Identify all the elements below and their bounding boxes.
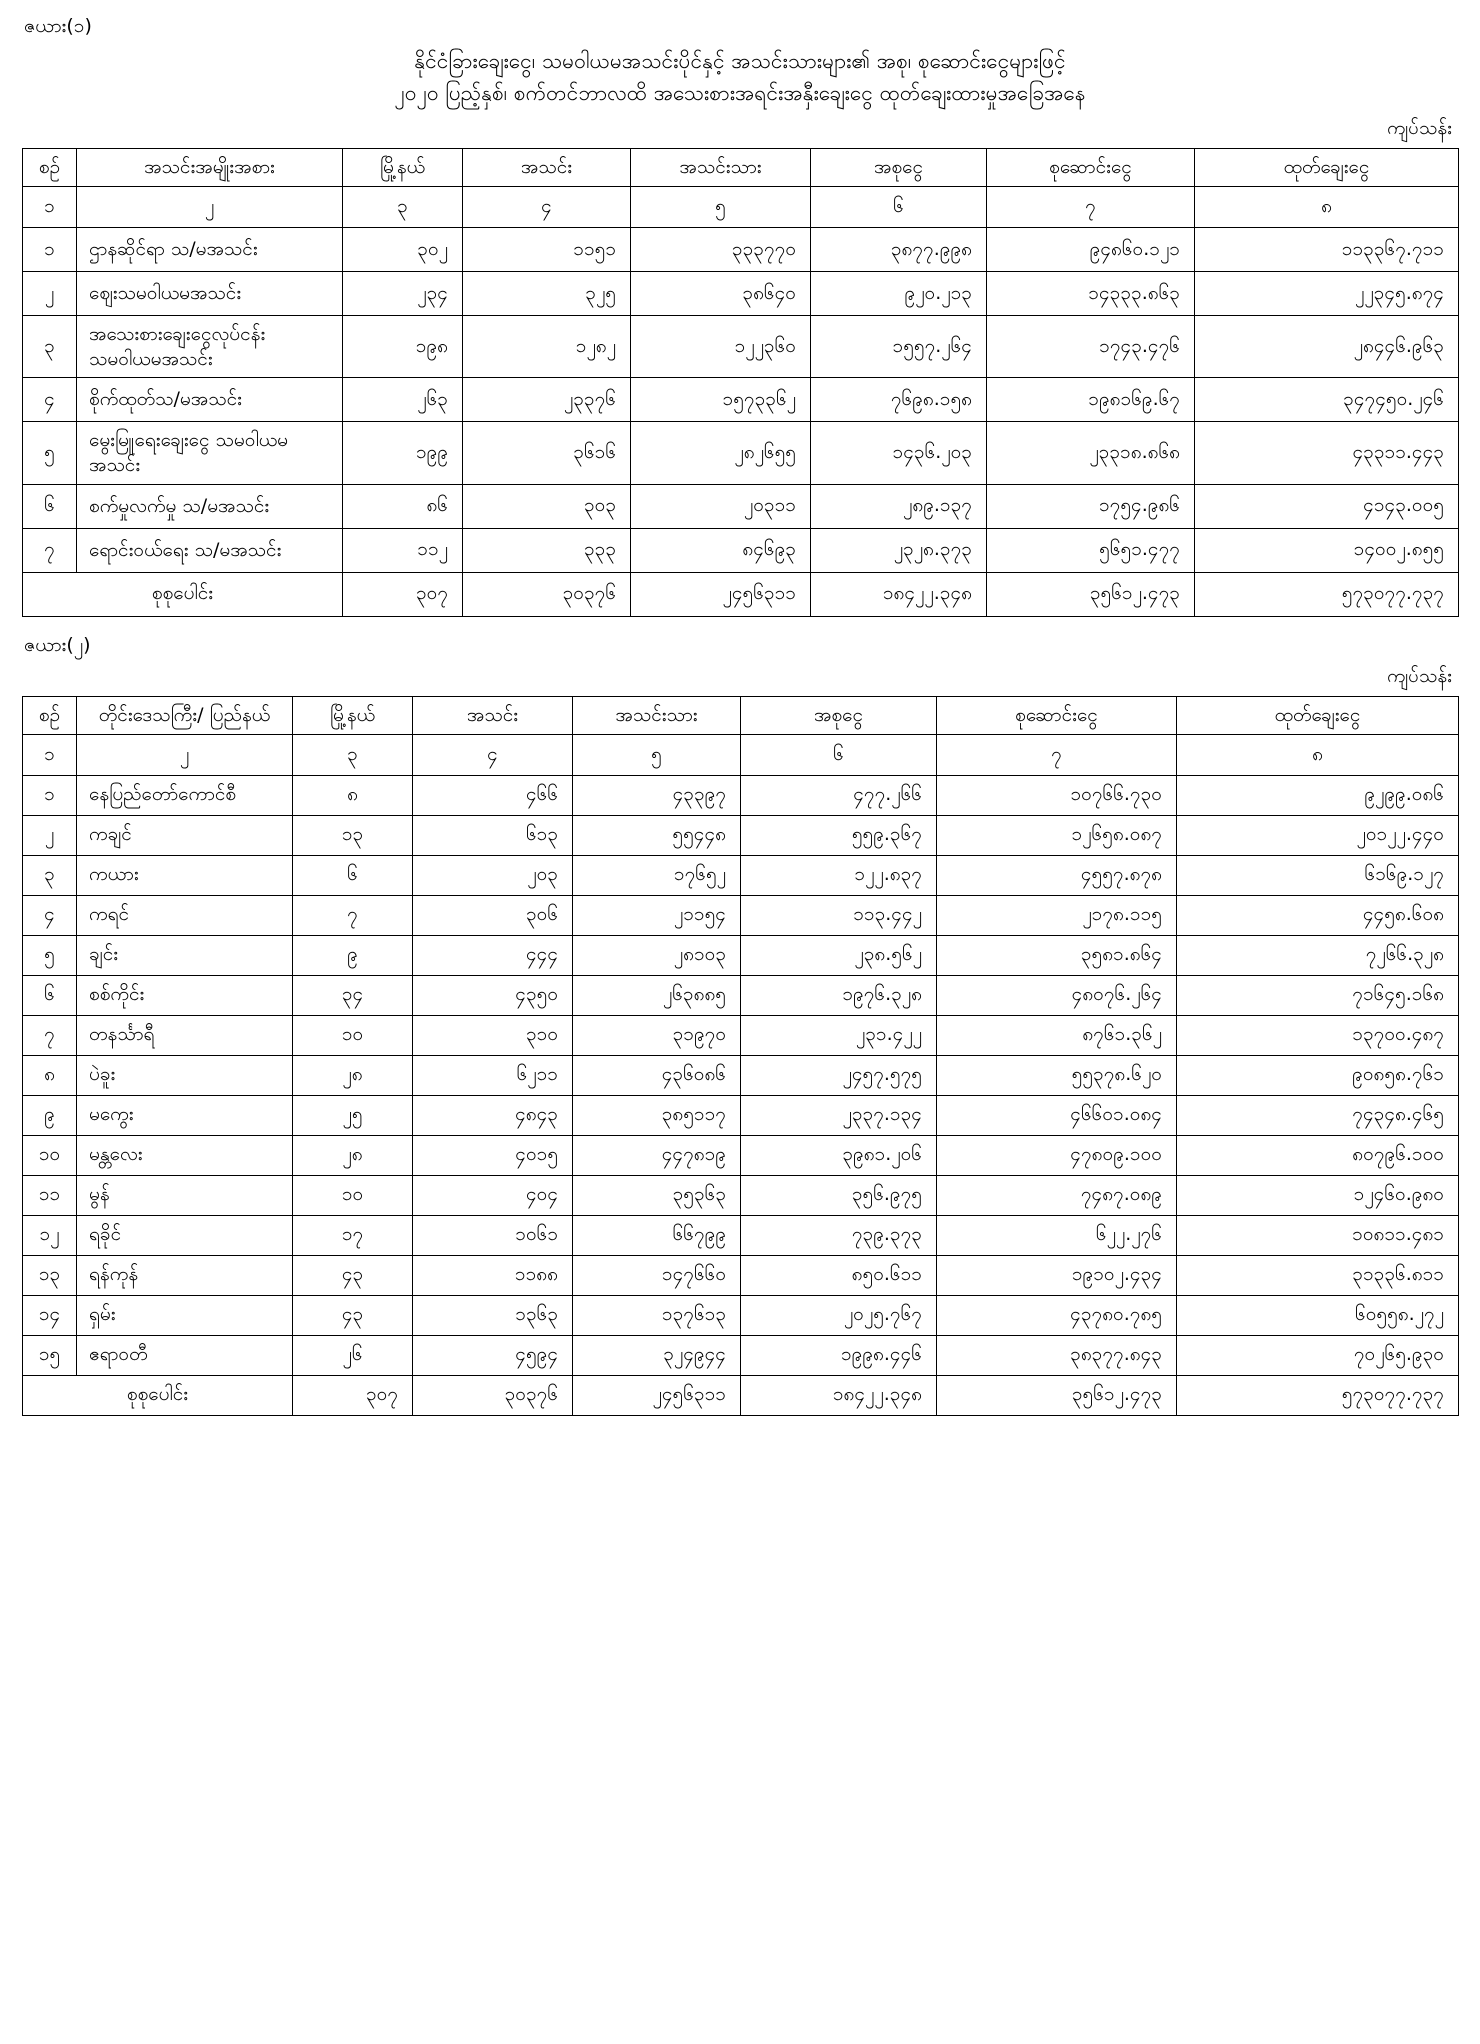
row-members: ၈၄၆၉၃ (631, 528, 811, 572)
table-total-row (23, 572, 1459, 616)
row-members: ၃၈၅၁၁၇ (573, 1095, 741, 1135)
row-loans: ၂၂၃၄၅.၈၇၄ (1195, 272, 1459, 316)
row-loans: ၁၄၀၀၂.၈၅၅ (1195, 528, 1459, 572)
row-share: ၂၃၃၇.၁၃၄ (741, 1095, 937, 1135)
row-loans: ၆၀၅၅၈.၂၇၂ (1177, 1295, 1459, 1335)
row-society-type: ရောင်းဝယ်ရေး သ/မအသင်း (77, 528, 343, 572)
colnum-3: ၃ (343, 187, 463, 228)
row-society: ၆၁၃ (413, 815, 573, 855)
row-loans: ၇၂၆၆.၃၂၈ (1177, 935, 1459, 975)
row-township: ၁၃ (293, 815, 413, 855)
total-society: ၃၀၃၇၆ (463, 572, 631, 616)
table-row (23, 1335, 1459, 1375)
row-share: ၂၀၂၅.၇၆၇ (741, 1295, 937, 1335)
colnum-5: ၅ (573, 735, 741, 776)
row-index: ၄ (23, 378, 77, 422)
row-society: ၂၀၃ (413, 855, 573, 895)
column-number-row (23, 187, 1459, 228)
row-members: ၄၄၇၈၁၉ (573, 1135, 741, 1175)
row-savings: ၁၇၄၃.၄၇၆ (987, 316, 1195, 378)
header-savings: စုဆောင်းငွေ (987, 148, 1195, 187)
row-society-type: ဌာနဆိုင်ရာ သ/မအသင်း (77, 228, 343, 272)
row-index: ၆ (23, 975, 77, 1015)
row-members: ၁၂၂၃၆၀ (631, 316, 811, 378)
row-township: ၈၆ (343, 484, 463, 528)
row-savings: ၁၉၁၀၂.၄၃၄ (937, 1255, 1177, 1295)
header-society-type: အသင်းအမျိုးအစား (77, 148, 343, 187)
row-loans: ၁၂၄၆၀.၉၈၀ (1177, 1175, 1459, 1215)
row-members: ၁၇၆၅၂ (573, 855, 741, 895)
row-society: ၃၀၃ (463, 484, 631, 528)
colnum-1: ၁ (23, 735, 77, 776)
row-index: ၃ (23, 855, 77, 895)
row-region: ချင်း (77, 935, 293, 975)
row-share: ၄၇၇.၂၆၆ (741, 775, 937, 815)
title-line-1: နိုင်ငံခြားချေးငွေ၊ သမဝါယမအသင်းပိုင်နှင့် အသင်းသားများ၏ အစု၊ စုဆောင်းငွေများဖြင့် (414, 48, 1066, 73)
row-share: ၃၈၇၇.၉၉၈ (811, 228, 987, 272)
total-share: ၁၈၄၂၂.၃၄၈ (741, 1375, 937, 1415)
row-members: ၁၃၇၆၁၃ (573, 1295, 741, 1335)
row-index: ၁ (23, 775, 77, 815)
row-society: ၄၃၅၀ (413, 975, 573, 1015)
table-row (23, 378, 1459, 422)
row-loans: ၇၀၂၆၅.၉၃၀ (1177, 1335, 1459, 1375)
table-row (23, 1135, 1459, 1175)
row-township: ၂၆ (293, 1335, 413, 1375)
row-savings: ၁၄၃၃၃.၈၆၃ (987, 272, 1195, 316)
row-share: ၈၅၀.၆၁၁ (741, 1255, 937, 1295)
table-total-row (23, 1375, 1459, 1415)
row-society: ၄၀၁၅ (413, 1135, 573, 1175)
total-savings: ၃၅၆၁၂.၄၇၃ (937, 1375, 1177, 1415)
row-region: မွန် (77, 1175, 293, 1215)
table-row (23, 1215, 1459, 1255)
row-loans: ၄၃၃၁၁.၄၄၃ (1195, 422, 1459, 484)
figure-label-2: ဇယား(၂) (24, 633, 91, 656)
table-regions (22, 696, 1459, 1416)
row-society-type: ဈေးသမဝါယမအသင်း (77, 272, 343, 316)
header-members: အသင်းသား (631, 148, 811, 187)
table-one-wrapper (22, 148, 1458, 617)
table-row (23, 935, 1459, 975)
row-township: ၁၁၂ (343, 528, 463, 572)
row-members: ၃၁၉၇၀ (573, 1015, 741, 1055)
row-society: ၁၃၆၃ (413, 1295, 573, 1335)
table-header-row (23, 148, 1459, 187)
row-region: ပဲခူး (77, 1055, 293, 1095)
table-row (23, 815, 1459, 855)
table-row (23, 1295, 1459, 1335)
row-index: ၂ (23, 815, 77, 855)
row-members: ၄၃၃၉၇ (573, 775, 741, 815)
row-loans: ၄၄၅၈.၆၀၈ (1177, 895, 1459, 935)
row-savings: ၄၅၅၇.၈၇၈ (937, 855, 1177, 895)
row-region: ကရင် (77, 895, 293, 935)
section-one (22, 14, 1458, 617)
row-share: ၉၂၀.၂၁၃ (811, 272, 987, 316)
row-region: တနင်္သာရီ (77, 1015, 293, 1055)
total-members: ၂၄၅၆၃၁၁ (573, 1375, 741, 1415)
row-loans: ၆၁၆၉.၁၂၇ (1177, 855, 1459, 895)
total-savings: ၃၅၆၁၂.၄၇၃ (987, 572, 1195, 616)
total-society: ၃၀၃၇၆ (413, 1375, 573, 1415)
total-loans: ၅၇၃၀၇၇.၇၃၇ (1195, 572, 1459, 616)
header-loans: ထုတ်ချေးငွေ (1177, 696, 1459, 735)
colnum-8: ၈ (1195, 187, 1459, 228)
table-row (23, 316, 1459, 378)
row-township: ၂၈ (293, 1135, 413, 1175)
row-society-type: စက်မှုလက်မှု သ/မအသင်း (77, 484, 343, 528)
row-savings: ၆၂၂.၂၇၆ (937, 1215, 1177, 1255)
row-society-type: စိုက်ထုတ်သ/မအသင်း (77, 378, 343, 422)
figure-label-1: ဇယား(၁) (24, 15, 92, 37)
row-savings: ၄၈၀၇၆.၂၆၄ (937, 975, 1177, 1015)
colnum-5: ၅ (631, 187, 811, 228)
header-members: အသင်းသား (573, 696, 741, 735)
row-savings: ၅၆၅၁.၄၇၇ (987, 528, 1195, 572)
row-township: ၄၃ (293, 1295, 413, 1335)
row-society: ၁၀၆၁ (413, 1215, 573, 1255)
row-township: ၂၆၃ (343, 378, 463, 422)
row-loans: ၂၀၁၂၂.၄၄၀ (1177, 815, 1459, 855)
colnum-1: ၁ (23, 187, 77, 228)
row-loans: ၉၂၉၉.၀၈၆ (1177, 775, 1459, 815)
row-share: ၇၆၉၈.၁၅၈ (811, 378, 987, 422)
row-share: ၁၉၇၆.၃၂၈ (741, 975, 937, 1015)
row-loans: ၁၃၇၀၀.၄၈၇ (1177, 1015, 1459, 1055)
row-index: ၇ (23, 528, 77, 572)
row-township: ၄၃ (293, 1255, 413, 1295)
row-loans: ၄၁၄၃.၀၀၅ (1195, 484, 1459, 528)
row-index: ၁၃ (23, 1255, 77, 1295)
row-members: ၃၃၃၇၇၀ (631, 228, 811, 272)
row-index: ၁၀ (23, 1135, 77, 1175)
table-row (23, 1175, 1459, 1215)
row-savings: ၉၄၈၆၀.၁၂၁ (987, 228, 1195, 272)
document-page (22, 14, 1458, 1416)
row-members: ၄၃၆၀၈၆ (573, 1055, 741, 1095)
colnum-6: ၆ (741, 735, 937, 776)
header-loans: ထုတ်ချေးငွေ (1195, 148, 1459, 187)
row-society: ၁၁၅၁ (463, 228, 631, 272)
row-township: ၂၅ (293, 1095, 413, 1135)
header-share-capital: အစုငွေ (811, 148, 987, 187)
table-row (23, 855, 1459, 895)
total-label: စုစုပေါင်း (23, 572, 343, 616)
colnum-2: ၂ (77, 735, 293, 776)
row-region: ကချင် (77, 815, 293, 855)
row-society: ၄၅၉၄ (413, 1335, 573, 1375)
row-members: ၂၀၃၁၁ (631, 484, 811, 528)
row-region: ရန်ကုန် (77, 1255, 293, 1295)
row-members: ၃၈၆၄၀ (631, 272, 811, 316)
row-share: ၁၉၉၈.၄၄၆ (741, 1335, 937, 1375)
row-region: ဧရာဝတီ (77, 1335, 293, 1375)
row-share: ၃၉၈၁.၂၀၆ (741, 1135, 937, 1175)
row-share: ၁၁၃.၄၄၂ (741, 895, 937, 935)
row-loans: ၁၀၈၁၁.၄၈၁ (1177, 1215, 1459, 1255)
header-region: တိုင်းဒေသကြီး/ ပြည်နယ် (77, 696, 293, 735)
table-row (23, 895, 1459, 935)
row-share: ၂၄၅၇.၅၇၅ (741, 1055, 937, 1095)
table-row (23, 1015, 1459, 1055)
total-loans: ၅၇၃၀၇၇.၇၃၇ (1177, 1375, 1459, 1415)
header-society: အသင်း (463, 148, 631, 187)
row-region: ကယား (77, 855, 293, 895)
colnum-2: ၂ (77, 187, 343, 228)
unit-label-2: ကျပ်သန်း (1387, 664, 1452, 687)
row-region: မကွေး (77, 1095, 293, 1135)
header-index: စဉ် (23, 696, 77, 735)
colnum-8: ၈ (1177, 735, 1459, 776)
row-township: ၆ (293, 855, 413, 895)
row-savings: ၂၃၃၁၈.၈၆၈ (987, 422, 1195, 484)
row-savings: ၁၀၇၆၆.၇၃၀ (937, 775, 1177, 815)
row-loans: ၂၈၄၄၆.၉၆၃ (1195, 316, 1459, 378)
table-row (23, 1095, 1459, 1135)
row-loans: ၇၁၆၄၅.၁၆၈ (1177, 975, 1459, 1015)
row-savings: ၃၅၈၁.၈၆၄ (937, 935, 1177, 975)
header-savings: စုဆောင်းငွေ (937, 696, 1177, 735)
row-share: ၂၈၉.၁၃၇ (811, 484, 987, 528)
row-members: ၂၈၂၆၅၅ (631, 422, 811, 484)
row-savings: ၅၅၃၇၈.၆၂၀ (937, 1055, 1177, 1095)
row-township: ၁၉၈ (343, 316, 463, 378)
row-savings: ၈၇၆၁.၃၆၂ (937, 1015, 1177, 1055)
row-index: ၅ (23, 422, 77, 484)
total-share: ၁၈၄၂၂.၃၄၈ (811, 572, 987, 616)
row-members: ၃၂၄၉၄၄ (573, 1335, 741, 1375)
row-society: ၃၂၅ (463, 272, 631, 316)
row-loans: ၃၄၇၄၅၀.၂၄၆ (1195, 378, 1459, 422)
row-township: ၂၈ (293, 1055, 413, 1095)
title-line-2: ၂၀၂၀ ပြည့်နှစ်၊ စက်တင်ဘာလထိ အသေးစားအရင်းအနှီးချေးငွေ ထုတ်ချေးထားမှုအခြေအနေ (394, 81, 1086, 106)
row-loans: ၉၀၈၅၈.၇၆၁ (1177, 1055, 1459, 1095)
row-share: ၁၄၃၆.၂၀၃ (811, 422, 987, 484)
table-two-wrapper (22, 696, 1458, 1416)
row-society: ၁၁၈၈ (413, 1255, 573, 1295)
row-index: ၇ (23, 1015, 77, 1055)
table-row (23, 775, 1459, 815)
row-society: ၃၀၆ (413, 895, 573, 935)
row-index: ၁၄ (23, 1295, 77, 1335)
colnum-7: ၇ (987, 187, 1195, 228)
row-share: ၂၃၂၈.၃၇၃ (811, 528, 987, 572)
table-row (23, 528, 1459, 572)
row-society: ၂၃၃၇၆ (463, 378, 631, 422)
row-township: ၃၄ (293, 975, 413, 1015)
table-row (23, 1055, 1459, 1095)
row-society: ၁၂၈၂ (463, 316, 631, 378)
header-township: မြို့နယ် (293, 696, 413, 735)
colnum-4: ၄ (413, 735, 573, 776)
row-share: ၂၃၈.၅၆၂ (741, 935, 937, 975)
row-society: ၄၀၄ (413, 1175, 573, 1215)
colnum-3: ၃ (293, 735, 413, 776)
total-township: ၃၀၇ (293, 1375, 413, 1415)
row-region: နေပြည်တော်ကောင်စီ (77, 775, 293, 815)
row-savings: ၄၇၈၀၉.၁၀၀ (937, 1135, 1177, 1175)
row-township: ၁၀ (293, 1015, 413, 1055)
row-index: ၈ (23, 1055, 77, 1095)
table-row (23, 1255, 1459, 1295)
row-society: ၆၂၁၁ (413, 1055, 573, 1095)
table-row (23, 422, 1459, 484)
row-society: ၃၁၀ (413, 1015, 573, 1055)
total-township: ၃၀၇ (343, 572, 463, 616)
row-society-type: အသေးစားချေးငွေလုပ်ငန်းသမဝါယမအသင်း (77, 316, 343, 378)
row-society: ၃၆၁၆ (463, 422, 631, 484)
row-members: ၂၈၁၀၃ (573, 935, 741, 975)
row-index: ၆ (23, 484, 77, 528)
row-share: ၅၅၉.၃၆၇ (741, 815, 937, 855)
row-region: စစ်ကိုင်း (77, 975, 293, 1015)
row-savings: ၁၇၅၄.၉၈၆ (987, 484, 1195, 528)
row-township: ၃၀၂ (343, 228, 463, 272)
colnum-7: ၇ (937, 735, 1177, 776)
row-members: ၁၄၇၆၆၀ (573, 1255, 741, 1295)
row-township: ၉ (293, 935, 413, 975)
row-index: ၁ (23, 228, 77, 272)
row-loans: ၁၁၃၃၆၇.၇၁၁ (1195, 228, 1459, 272)
column-number-row (23, 735, 1459, 776)
row-index: ၉ (23, 1095, 77, 1135)
table-society-types (22, 148, 1459, 617)
row-members: ၂၁၁၅၄ (573, 895, 741, 935)
row-society: ၄၈၄၃ (413, 1095, 573, 1135)
row-members: ၆၆၇၉၉ (573, 1215, 741, 1255)
row-share: ၂၃၁.၄၂၂ (741, 1015, 937, 1055)
row-township: ၂၃၄ (343, 272, 463, 316)
row-region: ရခိုင် (77, 1215, 293, 1255)
row-loans: ၈၀၇၉၆.၁၀၀ (1177, 1135, 1459, 1175)
row-share: ၁၂၂.၈၃၇ (741, 855, 937, 895)
table-row (23, 975, 1459, 1015)
row-savings: ၁၂၆၅၈.၀၈၇ (937, 815, 1177, 855)
row-index: ၁၁ (23, 1175, 77, 1215)
row-members: ၂၆၃၈၈၅ (573, 975, 741, 1015)
row-index: ၅ (23, 935, 77, 975)
row-share: ၁၅၅၇.၂၆၄ (811, 316, 987, 378)
row-loans: ၇၄၃၄၈.၄၆၅ (1177, 1095, 1459, 1135)
row-loans: ၃၁၃၃၆.၈၁၁ (1177, 1255, 1459, 1295)
row-society: ၄၆၆ (413, 775, 573, 815)
row-members: ၁၅၇၃၃၆၂ (631, 378, 811, 422)
row-savings: ၁၉၈၁၆၉.၆၇ (987, 378, 1195, 422)
total-members: ၂၄၅၆၃၁၁ (631, 572, 811, 616)
row-region: မန္တလေး (77, 1135, 293, 1175)
row-index: ၁၂ (23, 1215, 77, 1255)
row-savings: ၃၈၃၇၇.၈၄၃ (937, 1335, 1177, 1375)
section-two (22, 633, 1458, 1416)
table-row (23, 484, 1459, 528)
row-index: ၃ (23, 316, 77, 378)
row-society: ၃၃၃ (463, 528, 631, 572)
total-label: စုစုပေါင်း (23, 1375, 293, 1415)
header-share-capital: အစုငွေ (741, 696, 937, 735)
row-township: ၁၇ (293, 1215, 413, 1255)
row-savings: ၂၁၇၈.၁၁၅ (937, 895, 1177, 935)
colnum-6: ၆ (811, 187, 987, 228)
row-index: ၄ (23, 895, 77, 935)
row-index: ၁၅ (23, 1335, 77, 1375)
row-township: ၇ (293, 895, 413, 935)
header-society: အသင်း (413, 696, 573, 735)
row-society: ၄၄၄ (413, 935, 573, 975)
header-township: မြို့နယ် (343, 148, 463, 187)
row-township: ၁၀ (293, 1175, 413, 1215)
row-region: ရှမ်း (77, 1295, 293, 1335)
row-index: ၂ (23, 272, 77, 316)
report-title-1 (22, 45, 1458, 110)
colnum-4: ၄ (463, 187, 631, 228)
table-header-row (23, 696, 1459, 735)
row-savings: ၄၃၇၈၀.၇၈၅ (937, 1295, 1177, 1335)
row-township: ၈ (293, 775, 413, 815)
unit-label-1: ကျပ်သန်း (1387, 116, 1452, 139)
row-share: ၇၃၉.၃၇၃ (741, 1215, 937, 1255)
row-savings: ၇၄၈၇.၀၈၉ (937, 1175, 1177, 1215)
row-society-type: မွေးမြူရေးချေးငွေ သမဝါယမအသင်း (77, 422, 343, 484)
table-row (23, 272, 1459, 316)
row-savings: ၄၆၆၀၁.၀၈၄ (937, 1095, 1177, 1135)
row-township: ၁၉၉ (343, 422, 463, 484)
table-row (23, 228, 1459, 272)
row-members: ၅၅၄၄၈ (573, 815, 741, 855)
header-index: စဉ် (23, 148, 77, 187)
row-share: ၃၅၆.၉၇၅ (741, 1175, 937, 1215)
row-members: ၃၅၃၆၃ (573, 1175, 741, 1215)
